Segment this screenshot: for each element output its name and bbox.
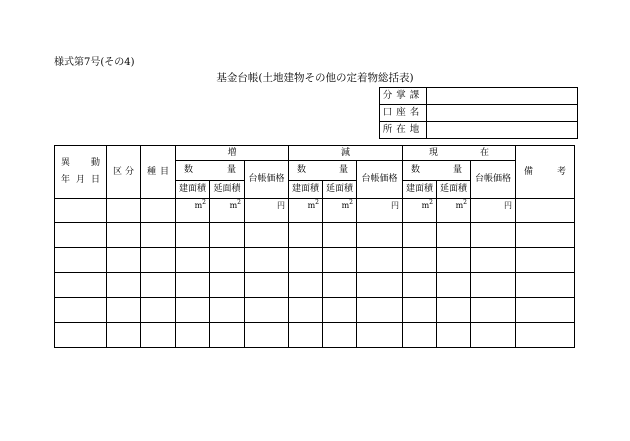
type-header [141, 146, 176, 199]
table-cell[interactable] [107, 223, 141, 248]
table-cell[interactable] [141, 298, 176, 323]
table-cell[interactable] [210, 248, 245, 273]
table-cell[interactable] [471, 248, 516, 273]
table-cell[interactable] [107, 248, 141, 273]
table-cell[interactable] [176, 273, 210, 298]
change-label-b: 動 [90, 158, 100, 168]
units-cell-type[interactable] [141, 199, 176, 223]
table-cell[interactable] [55, 248, 107, 273]
table-cell[interactable] [357, 273, 403, 298]
unit-cur-floor: $m^2$ [437, 199, 471, 223]
unit-dec-floor: $m^2$ [323, 199, 357, 223]
table-cell[interactable] [323, 323, 357, 348]
increase-header: 増 [176, 146, 289, 161]
remarks-label-b: 考 [556, 166, 566, 177]
table-cell[interactable] [210, 223, 245, 248]
table-cell[interactable] [141, 273, 176, 298]
table-cell[interactable] [323, 273, 357, 298]
table-cell[interactable] [437, 298, 471, 323]
table-cell[interactable] [403, 298, 437, 323]
table-cell[interactable] [357, 298, 403, 323]
current-label-a: 現 [429, 147, 439, 158]
table-cell[interactable] [245, 323, 289, 348]
category-header [107, 146, 141, 199]
table-cell[interactable] [176, 223, 210, 248]
table-cell[interactable] [55, 223, 107, 248]
units-row [55, 199, 575, 223]
table-cell[interactable] [437, 273, 471, 298]
unit-cur-yen: 円 [471, 199, 516, 223]
table-cell[interactable] [289, 248, 323, 273]
table-cell[interactable] [357, 323, 403, 348]
date-label-year: 年 [61, 175, 71, 185]
table-cell[interactable] [245, 223, 289, 248]
table-row [55, 298, 575, 323]
table-cell[interactable] [323, 248, 357, 273]
unit-cur-building: $m^2$ [403, 199, 437, 223]
increase-book-value-header: 台帳価格 [245, 161, 289, 199]
division-field[interactable] [427, 88, 578, 105]
table-cell[interactable] [516, 273, 575, 298]
table-cell[interactable] [289, 223, 323, 248]
table-cell[interactable] [210, 323, 245, 348]
table-cell[interactable] [107, 298, 141, 323]
table-row [55, 323, 575, 348]
table-cell[interactable] [471, 298, 516, 323]
current-label-b: 在 [479, 147, 489, 158]
table-cell[interactable] [245, 248, 289, 273]
current-header [403, 146, 516, 161]
unit-inc-building: $m^2$ [176, 199, 210, 223]
inc-qty-a: 数 [184, 165, 194, 175]
table-cell[interactable] [289, 298, 323, 323]
division-label: 分掌課 [380, 88, 427, 105]
table-cell[interactable] [516, 223, 575, 248]
units-cell-remarks[interactable] [516, 199, 575, 223]
remarks-label-a: 備 [524, 166, 534, 177]
table-cell[interactable] [141, 248, 176, 273]
decrease-header: 減 [289, 146, 403, 161]
table-cell[interactable] [55, 273, 107, 298]
table-cell[interactable] [516, 298, 575, 323]
table-cell[interactable] [245, 298, 289, 323]
current-floor-area-header: 延面積 [437, 181, 471, 199]
table-cell[interactable] [55, 298, 107, 323]
decrease-floor-area-header: 延面積 [323, 181, 357, 199]
table-cell[interactable] [176, 248, 210, 273]
decrease-book-value-header: 台帳価格 [357, 161, 403, 199]
date-label-month: 月 [75, 175, 85, 185]
table-cell[interactable] [471, 323, 516, 348]
type-label-b: 目 [159, 166, 169, 177]
current-quantity-header [403, 161, 471, 181]
ledger-table [54, 145, 575, 348]
table-cell[interactable] [55, 323, 107, 348]
table-cell[interactable] [403, 223, 437, 248]
remarks-header [516, 146, 575, 199]
table-cell[interactable] [323, 223, 357, 248]
increase-building-area-header: 建面積 [176, 181, 210, 199]
decrease-quantity-header [289, 161, 357, 181]
current-book-value-header: 台帳価格 [471, 161, 516, 199]
change-label-a: 異 [61, 158, 71, 168]
table-cell[interactable] [437, 223, 471, 248]
table-row [55, 273, 575, 298]
table-cell[interactable] [403, 248, 437, 273]
date-label-day: 日 [90, 175, 100, 185]
meta-row-division [380, 88, 578, 105]
dec-qty-b: 量 [338, 165, 348, 175]
cur-qty-a: 数 [411, 165, 421, 175]
current-building-area-header: 建面積 [403, 181, 437, 199]
location-label: 所在地 [380, 122, 427, 139]
form-number: 様式第7号(その4) [54, 57, 135, 68]
table-row [55, 248, 575, 273]
table-cell[interactable] [516, 248, 575, 273]
table-cell[interactable] [176, 323, 210, 348]
unit-inc-yen: 円 [245, 199, 289, 223]
units-cell-category[interactable] [107, 199, 141, 223]
table-cell[interactable] [403, 323, 437, 348]
cur-qty-b: 量 [452, 165, 462, 175]
table-cell[interactable] [210, 273, 245, 298]
table-cell[interactable] [437, 323, 471, 348]
decrease-building-area-header: 建面積 [289, 181, 323, 199]
type-label-a: 種 [147, 166, 157, 177]
header-row-1 [55, 146, 575, 161]
table-cell[interactable] [141, 323, 176, 348]
meta-row-location [380, 122, 578, 139]
meta-row-account [380, 105, 578, 122]
units-cell-date[interactable] [55, 199, 107, 223]
table-cell[interactable] [403, 273, 437, 298]
category-label-a: 区 [113, 166, 123, 177]
table-cell[interactable] [471, 273, 516, 298]
table-cell[interactable] [141, 223, 176, 248]
inc-qty-b: 量 [226, 165, 236, 175]
table-cell[interactable] [289, 273, 323, 298]
increase-quantity-header [176, 161, 245, 181]
table-cell[interactable] [357, 248, 403, 273]
table-cell[interactable] [107, 323, 141, 348]
location-field[interactable] [427, 122, 578, 139]
unit-inc-floor: $m^2$ [210, 199, 245, 223]
table-cell[interactable] [210, 298, 245, 323]
table-cell[interactable] [176, 298, 210, 323]
change-date-header [55, 146, 107, 199]
increase-floor-area-header: 延面積 [210, 181, 245, 199]
table-cell[interactable] [516, 323, 575, 348]
meta-table [379, 87, 578, 139]
table-cell[interactable] [471, 223, 516, 248]
unit-dec-building: $m^2$ [289, 199, 323, 223]
table-cell[interactable] [289, 323, 323, 348]
data-body [55, 223, 575, 348]
dec-qty-a: 数 [297, 165, 307, 175]
table-cell[interactable] [323, 298, 357, 323]
page-title: 基金台帳(土地建物その他の定着物総括表) [216, 72, 414, 84]
table-row [55, 223, 575, 248]
unit-dec-yen: 円 [357, 199, 403, 223]
table-cell[interactable] [107, 273, 141, 298]
account-label: 口座名 [380, 105, 427, 122]
account-field[interactable] [427, 105, 578, 122]
table-cell[interactable] [245, 273, 289, 298]
category-label-b: 分 [124, 166, 134, 177]
table-cell[interactable] [437, 248, 471, 273]
table-cell[interactable] [357, 223, 403, 248]
